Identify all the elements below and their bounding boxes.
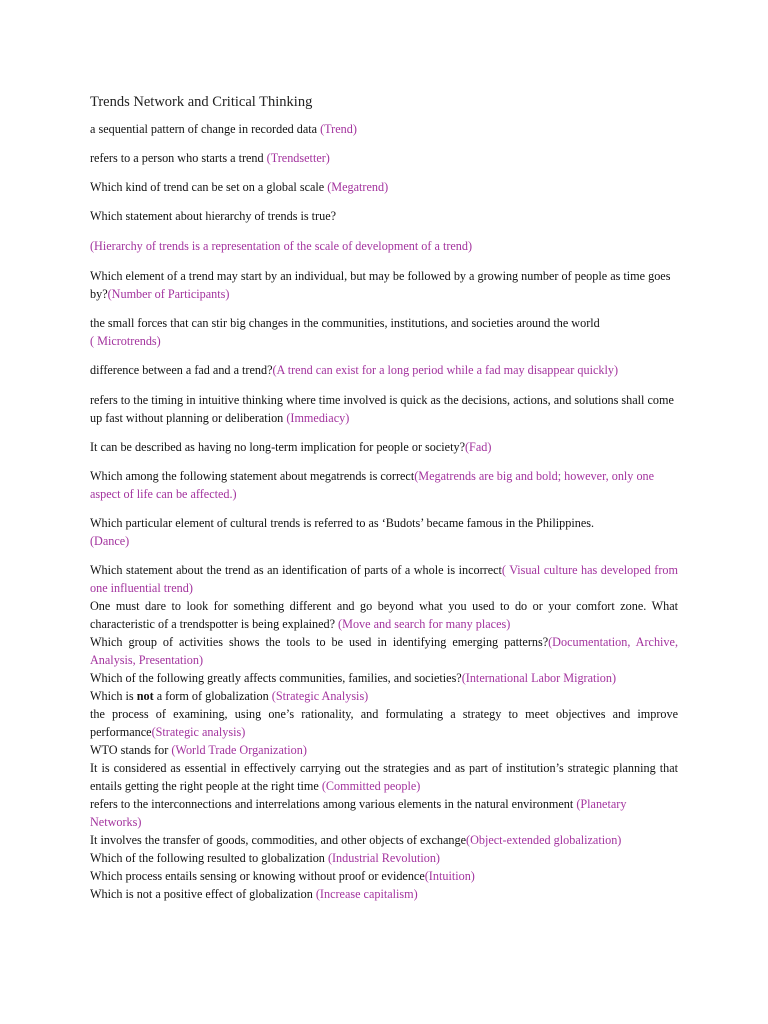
question-emphasis: not bbox=[136, 689, 154, 703]
question-text: Which kind of trend can be set on a global scale bbox=[90, 180, 328, 194]
question-text: Which statement about the trend as an identification of parts of a whole is incorrect bbox=[90, 563, 502, 577]
qa-item-21 bbox=[90, 795, 678, 831]
qa-item-7 bbox=[90, 314, 678, 350]
document-page bbox=[90, 93, 678, 903]
answer-text: (Strategic analysis) bbox=[151, 725, 246, 739]
answer-text: (Object-extended globalization) bbox=[466, 833, 622, 847]
qa-item-23 bbox=[90, 849, 678, 867]
question-text: refers to the timing in intuitive thinking where time involved is quick as the decisions, actions, and solutions shall come up fast without planning or deliberation bbox=[90, 393, 674, 425]
question-text: One must dare to look for something different and go beyond what you used to do or your comfort zone. What characteristic of a trendspotter is being explained? bbox=[90, 599, 678, 631]
answer-text: (Hierarchy of trends is a representation of the scale of development of a trend) bbox=[90, 239, 473, 253]
question-text: Which element of a trend may start by an individual, but may be followed by a growing number of people as time goes by? bbox=[90, 269, 671, 301]
question-text-prefix: Which is bbox=[90, 689, 137, 703]
question-text: Which of the following greatly affects communities, families, and societies? bbox=[90, 671, 462, 685]
answer-text: ( Visual culture has developed from one influential trend) bbox=[90, 563, 678, 595]
answer-text: ( Microtrends) bbox=[90, 334, 161, 348]
qa-item-5 bbox=[90, 237, 678, 255]
question-text: the process of examining, using one’s rationality, and formulating a strategy to meet objectives and improve performance bbox=[90, 707, 678, 739]
qa-item-4 bbox=[90, 207, 678, 225]
answer-text: (Trend) bbox=[320, 122, 357, 136]
answer-text: (Intuition) bbox=[424, 869, 475, 883]
qa-item-22 bbox=[90, 831, 678, 849]
answer-text: (Industrial Revolution) bbox=[327, 851, 440, 865]
question-text: Which process entails sensing or knowing without proof or evidence bbox=[90, 869, 425, 883]
qa-item-25 bbox=[90, 885, 678, 903]
question-text: refers to a person who starts a trend bbox=[90, 151, 267, 165]
answer-text: (Increase capitalism) bbox=[315, 887, 418, 901]
qa-item-1 bbox=[90, 120, 678, 138]
qa-item-2 bbox=[90, 149, 678, 167]
question-text: WTO stands for bbox=[90, 743, 172, 757]
qa-item-24 bbox=[90, 867, 678, 885]
qa-item-19 bbox=[90, 741, 678, 759]
qa-item-9 bbox=[90, 391, 678, 427]
document-title: Trends Network and Critical Thinking bbox=[90, 94, 313, 110]
answer-text: (Megatrend) bbox=[327, 180, 389, 194]
question-text: Which group of activities shows the tools to be used in identifying emerging patterns? bbox=[90, 635, 549, 649]
qa-item-3 bbox=[90, 178, 678, 196]
qa-item-10 bbox=[90, 438, 678, 456]
answer-text: (Megatrends are big and bold; however, only one aspect of life can be affected.) bbox=[90, 469, 655, 501]
question-text: Which is not a positive effect of globalization bbox=[90, 887, 316, 901]
question-text: It involves the transfer of goods, commodities, and other objects of exchange bbox=[90, 833, 467, 847]
question-text: It can be described as having no long-term implication for people or society? bbox=[90, 440, 465, 454]
answer-text: (Fad) bbox=[464, 440, 492, 454]
answer-text: (International Labor Migration) bbox=[461, 671, 617, 685]
question-text: difference between a fad and a trend? bbox=[90, 363, 273, 377]
qa-item-8 bbox=[90, 361, 678, 379]
question-text: It is considered as essential in effectively carrying out the strategies and as part of institution’s strategic planning that entails getting the right people at the right time bbox=[90, 761, 678, 793]
answer-text: (A trend can exist for a long period while a fad may disappear quickly) bbox=[272, 363, 619, 377]
qa-item-15 bbox=[90, 633, 678, 669]
question-text: a form of globalization bbox=[153, 689, 272, 703]
answer-text: (Trendsetter) bbox=[266, 151, 330, 165]
answer-text: (Committed people) bbox=[321, 779, 421, 793]
answer-text: (Strategic Analysis) bbox=[271, 689, 369, 703]
answer-text: (Planetary Networks) bbox=[90, 797, 627, 829]
question-text: Which of the following resulted to globalization bbox=[90, 851, 328, 865]
answer-text: (World Trade Organization) bbox=[171, 743, 307, 757]
question-text: the small forces that can stir big changes in the communities, institutions, and societies around the world bbox=[90, 316, 600, 330]
qa-item-11 bbox=[90, 467, 678, 503]
qa-item-16 bbox=[90, 669, 678, 687]
question-text: a sequential pattern of change in recorded data bbox=[90, 122, 321, 136]
question-text: Which statement about hierarchy of trends is true? bbox=[90, 209, 337, 223]
answer-text: (Number of Participants) bbox=[107, 287, 230, 301]
question-text: refers to the interconnections and interrelations among various elements in the natural environment bbox=[90, 797, 577, 811]
answer-text: (Dance) bbox=[90, 534, 130, 548]
answer-text: (Documentation, Archive, Analysis, Presentation) bbox=[90, 635, 678, 667]
answer-text: (Immediacy) bbox=[286, 411, 350, 425]
qa-item-17 bbox=[90, 687, 678, 705]
qa-item-20 bbox=[90, 759, 678, 795]
answer-text: (Move and search for many places) bbox=[338, 617, 511, 631]
qa-item-18 bbox=[90, 705, 678, 741]
qa-item-12 bbox=[90, 514, 678, 550]
qa-item-14 bbox=[90, 597, 678, 633]
question-text: Which particular element of cultural trends is referred to as ‘Budots’ became famous in the Philippines. bbox=[90, 516, 595, 530]
qa-item-6 bbox=[90, 267, 678, 303]
qa-item-13 bbox=[90, 561, 678, 597]
question-text: Which among the following statement about megatrends is correct bbox=[90, 469, 415, 483]
